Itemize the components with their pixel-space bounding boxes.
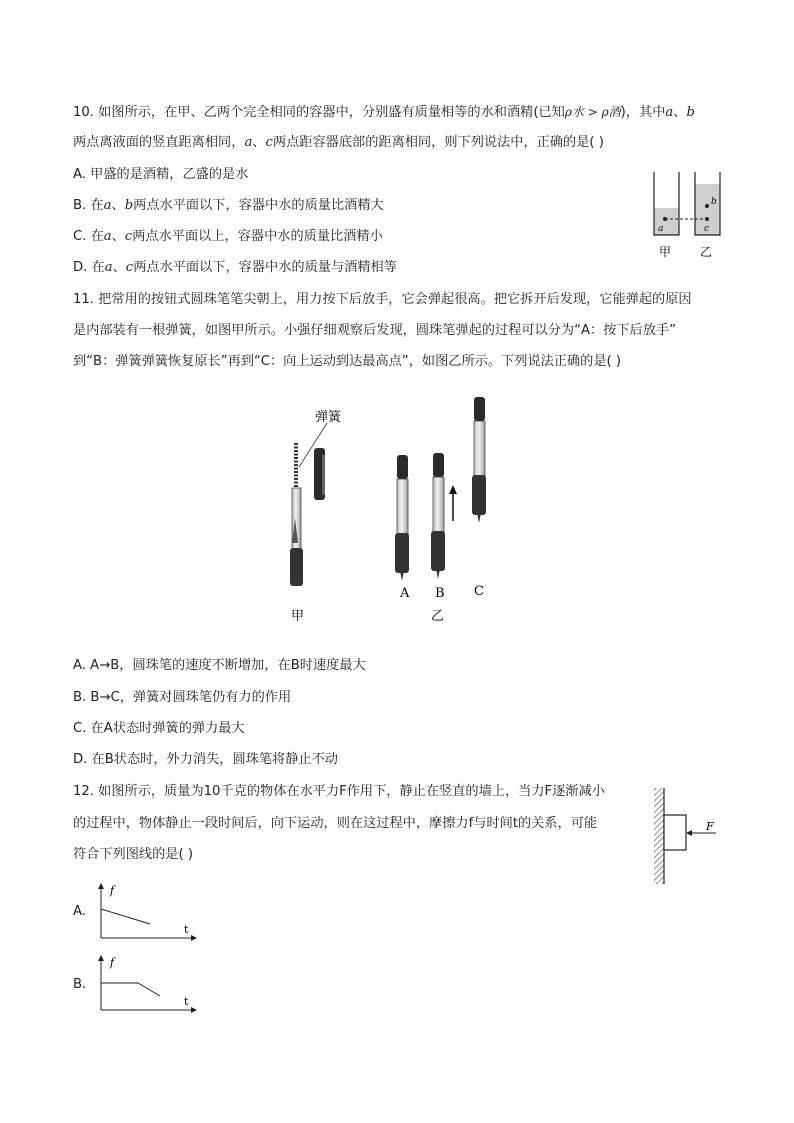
q11-option-c: C. 在A状态时弹簧的弹力最大 — [73, 721, 245, 736]
q12-wall-figure — [652, 786, 722, 886]
q10-option-a: A. 甲盛的是酒精，乙盛的是水 — [73, 167, 249, 182]
q12-line-1: 12. 如图所示，质量为10千克的物体在水平力F作用下，静止在竖直的墙上，当力F逐渐减小 — [73, 784, 605, 799]
q10-line-2: 两点离液面的竖直距离相同，a、c两点距容器底部的距离相同，则下列说法中，正确的是( ) — [73, 135, 604, 150]
force-arrow-icon — [686, 830, 692, 836]
q12-option-b-label: B. — [73, 977, 87, 992]
q11-line-3: 到“B：弹簧弹簧恢复原长”再到“C：向上运动到达最高点”，如图乙所示。下列说法正确的是( ) — [73, 354, 621, 369]
q12-option-a-label: A. — [73, 904, 86, 919]
axis-f-label: f — [110, 884, 115, 897]
q12-option-a-graph — [95, 881, 200, 941]
density-relation: ρ水 > ρ酒 — [564, 105, 621, 119]
axis-t-label: t — [184, 923, 189, 936]
graph-b-line — [101, 983, 160, 996]
q11-line-2: 是内部装有一根弹簧，如图甲所示。小强仔细观察后发现，圆珠笔弹起的过程可以分为“A：按下后放手” — [73, 323, 676, 338]
point-b — [705, 204, 709, 208]
pen-state-c — [472, 397, 486, 523]
q10-option-b: B. 在a、b两点水平面以下，容器中水的质量比酒精大 — [73, 198, 384, 213]
q11-option-d: D. 在B状态时，外力消失，圆珠笔将静止不动 — [73, 752, 338, 767]
label-a: a — [658, 224, 664, 234]
label-spring: 弹簧 — [315, 410, 342, 425]
label-jia: 甲 — [291, 609, 305, 624]
wall-hatching — [654, 788, 664, 884]
label-pen-b: B — [435, 586, 445, 601]
label-yi: 乙 — [431, 609, 445, 624]
point-c — [705, 217, 709, 221]
point-a — [663, 217, 667, 221]
pen-state-a — [395, 455, 409, 581]
axis-f-label: f — [110, 956, 115, 969]
label-yi: 乙 — [700, 245, 713, 259]
block — [664, 815, 686, 850]
label-jia: 甲 — [659, 245, 672, 259]
q11-option-b: B. B→C，弹簧对圆珠笔仍有力的作用 — [73, 690, 292, 705]
q12-option-b-graph — [95, 953, 200, 1013]
q10-option-c: C. 在a、c两点水平面以上，容器中水的质量比酒精小 — [73, 229, 383, 244]
label-pen-a: A — [400, 586, 410, 601]
q11-option-a: A. A→B，圆珠笔的速度不断增加，在B时速度最大 — [73, 658, 366, 673]
graph-a-line — [101, 909, 150, 924]
q12-line-3: 符合下列图线的是( ) — [73, 847, 193, 862]
q10-line-1: 10. 如图所示，在甲、乙两个完全相同的容器中，分别盛有质量相等的水和酒精(已知ρ水 > ρ酒)，其中a、b — [73, 105, 695, 120]
q10-option-d: D. 在a、c两点水平面以下，容器中水的质量与酒精相等 — [73, 260, 397, 275]
q12-line-2: 的过程中，物体静止一段时间后，向下运动，则在这过程中，摩擦力f与时间t的关系，可能 — [73, 816, 598, 831]
label-c: c — [704, 224, 710, 234]
pen-state-b — [431, 453, 445, 579]
q10-containers-figure — [645, 170, 725, 265]
label-b: b — [711, 197, 717, 207]
q11-line-1: 11. 把常用的按钮式圆珠笔笔尖朝上，用力按下后放手，它会弹起很高。把它拆开后发现，它能弹起的原因 — [73, 292, 692, 307]
pen-disassembled — [290, 410, 342, 624]
label-pen-c: C — [474, 584, 484, 599]
q11-pens-figure — [275, 393, 525, 628]
axis-t-label: t — [184, 995, 189, 1008]
label-f-force: F — [706, 820, 714, 833]
up-arrow-icon — [449, 485, 457, 521]
